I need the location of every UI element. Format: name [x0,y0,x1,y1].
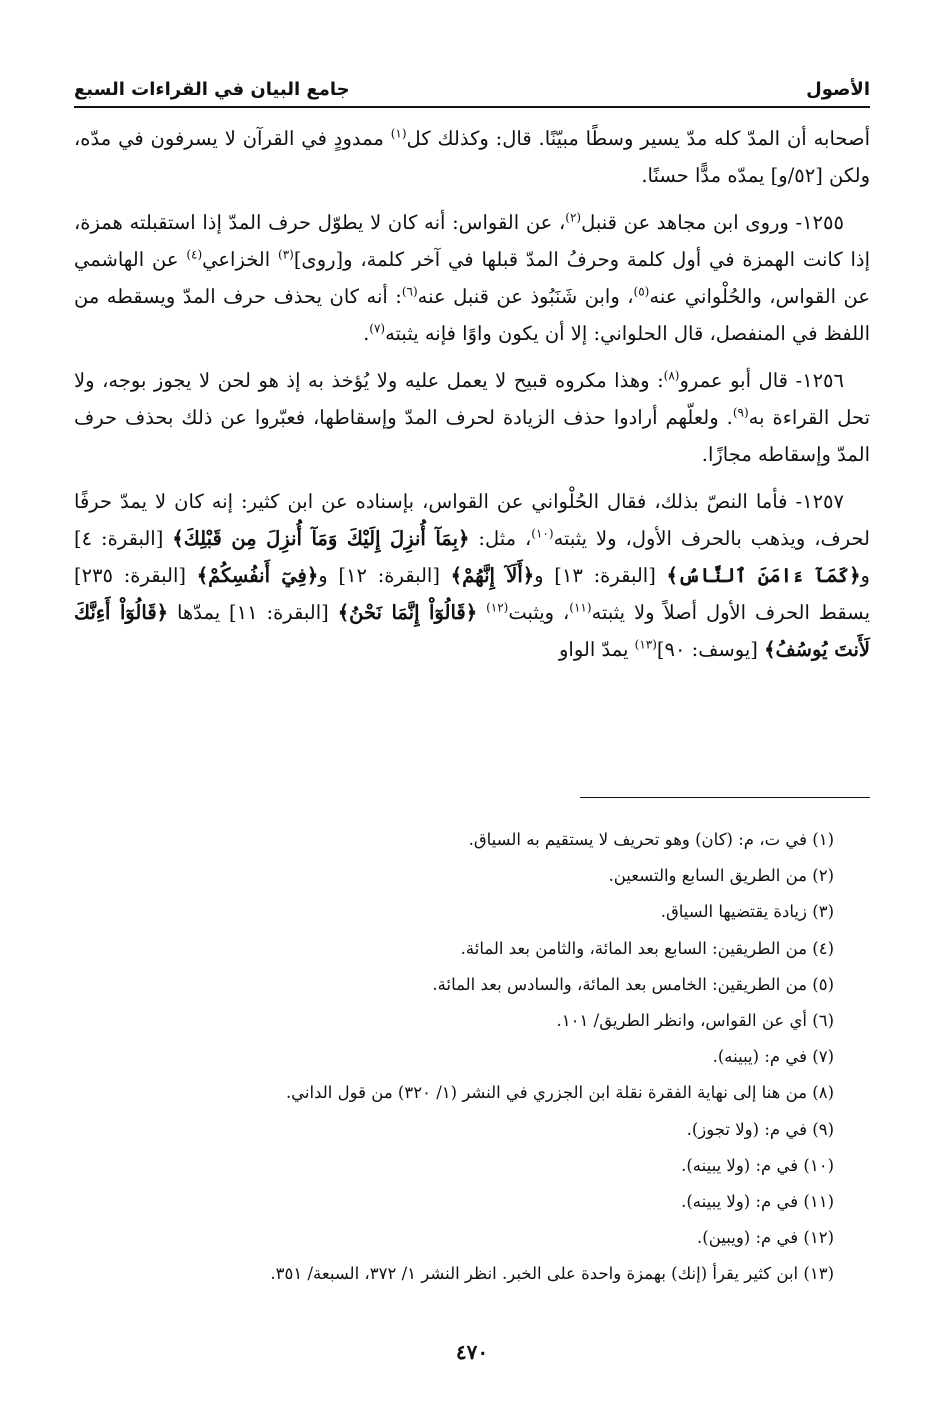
text-run: ، ويثبت [508,601,570,624]
running-header [74,60,870,100]
footnote-ref: (١٢) [486,600,509,615]
text-run: يمدّ الواو [559,638,635,661]
header-rule [74,106,870,108]
paragraph-1255 [74,204,870,352]
footnotes-list [74,822,834,1293]
text-run: [البقرة: ١١] يمدّها [168,601,338,624]
text-run: الخزاعي [202,248,278,271]
text-run: ، وابن شَنَبُوذ عن قنبل عنه [417,285,634,308]
text-run: . ولعلّهم أرادوا حذف الزيادة لحرف المدّ وإسقاطها، فعبّروا عن ذلك بحذف حرف المدّ وإسقاطه مجازًا. [74,406,870,466]
quran-quote: ﴿فِيٓ أَنفُسِكُمْ﴾ [196,564,319,587]
paragraph-continuation [74,120,870,194]
text-run: ممدودٍ في القرآن لا يسرفون في مدّه، ولكن [٥٢/و] يمدّه مدًّا حسنًا. [74,127,870,187]
text-run: [البقرة: ١٣] و [534,564,667,587]
text-run: أصحابه أن المدّ كله مدّ يسير وسطًا مبيّنًا. قال: وكذلك كل [406,127,870,150]
text-run: : وهذا مكروه قبيح لا يعمل عليه ولا يُؤخذ به إذ هو لحن لا يجوز بوجه، ولا تحل القراءة به [74,369,870,429]
quran-quote: ﴿كَمَآ ءَامَنَ ٱلنَّاسُ﴾ [666,564,861,587]
text-run: عن الهاشمي عن القواس، والحُلْواني عنه [74,248,870,308]
text-run: ١٢٥٥- وروى ابن مجاهد عن قنبل [581,211,844,234]
footnote-item: (٤) من الطريقين: السابع بعد المائة، والثامن بعد المائة. [460,938,834,958]
text-run: [البقرة: ١٢] و [318,564,451,587]
text-run: . [363,322,370,345]
footnote-ref: (٥) [633,284,650,299]
text-run: ، عن القواس: أنه كان لا يطوّل حرف المدّ إذا استقبلته همزة، إذا كانت الهمزة في أول كلمة وحرفُ المدّ قبلها في آخر كلمة، و[روى] [74,211,871,271]
text-run: ، مثل: [469,527,532,550]
text-run [477,601,486,624]
page-number: ٤٧٠ [455,1340,489,1364]
text-run: ١٢٥٧- فأما النصّ بذلك، فقال الحُلْواني عن القواس، بإسناده عن ابن كثير: إنه كان لا يمدّ حرفًا لحرف، ويذهب بالحرف الأول، ولا يثبته [74,490,870,550]
footnote-ref: (٤) [186,247,203,262]
footnote-ref: (٣) [278,247,294,262]
footnote-rule [580,797,870,798]
footnote-ref: (١٠) [531,526,554,541]
footnote-ref: (١١) [569,600,592,615]
paragraph-1256 [74,362,870,473]
footnote-item: (١١) في م: (ولا يبينه). [681,1192,834,1212]
text-run: : أنه كان يحذف حرف المدّ ويسقطه من اللفظ في المنفصل، قال الحلواني: إلا أن يكون واوًا فإنه يثبته [74,285,870,345]
footnote-item: (١٣) ابن كثير يقرأ (إنك) بهمزة واحدة على الخبر. انظر النشر ١/ ٣٧٢، السبعة/ ٣٥١. [270,1264,834,1284]
footnote-item: (١٢) في م: (ويبين). [697,1228,834,1248]
footnote-item: (٨) من هنا إلى نهاية الفقرة نقلة ابن الجزري في النشر (١/ ٣٢٠) من قول الداني. [285,1083,834,1103]
text-run: [البقرة: ٢٣٥] يسقط الحرف الأول أصلاً ولا يثبته [74,564,871,624]
quran-quote: ﴿قَالُوٓاْ أَءِنَّكَ لَأَنتَ يُوسُفُ﴾ [74,601,870,661]
quran-quote: ﴿قَالُوٓاْ إِنَّمَا نَحْنُ﴾ [337,601,478,624]
footnote-ref: (١) [390,126,407,141]
section-title: الأصول [806,79,870,100]
text-run: ١٢٥٦- قال أبو عمرو [679,369,844,392]
footnote-ref: (٢) [565,210,582,225]
footnote-ref: (٦) [401,284,418,299]
footnote-item: (١) في ت، م: (كان) وهو تحريف لا يستقيم به السياق. [468,830,834,849]
footnote-item: (٦) أي عن القواس، وانظر الطريق/ ١٠١. [556,1011,834,1031]
footnote-ref: (٧) [369,321,386,336]
footnote-item: (٥) من الطريقين: الخامس بعد المائة، والسادس بعد المائة. [432,974,834,994]
paragraph-1257 [74,483,870,668]
footnote-ref: (٨) [663,368,680,383]
text-run: [البقرة: ٤] و [74,527,870,587]
footnote-ref: (١٣) [634,637,657,652]
quran-quote: ﴿أَلَآ إِنَّهُمْ﴾ [450,564,535,587]
quran-quote: ﴿بِمَآ أُنزِلَ إِلَيْكَ وَمَآ أُنزِلَ مِن قَبْلِكَ﴾ [172,527,470,550]
footnote-item: (٩) في م: (ولا تجوز). [686,1119,834,1139]
footnote-item: (٢) من الطريق السابع والتسعين. [608,866,834,886]
text-run: [يوسف: ٩٠] [656,638,765,661]
footnote-item: (١٠) في م: (ولا يبينه). [681,1155,834,1175]
book-title: جامع البيان في القراءات السبع [74,79,350,100]
footnote-item: (٣) زيادة يقتضيها السياق. [660,902,834,922]
main-text [74,120,870,678]
footnote-item: (٧) في م: (يبينه). [712,1047,834,1067]
footnote-ref: (٩) [732,405,749,420]
